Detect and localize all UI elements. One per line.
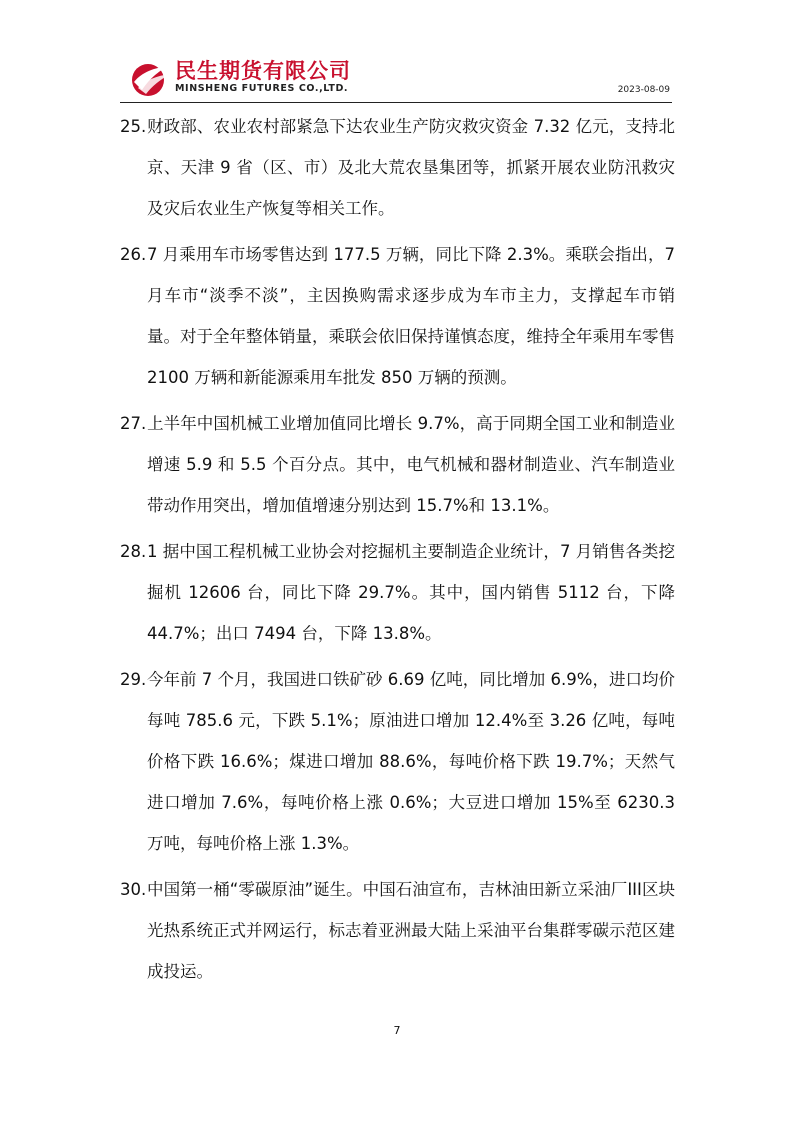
- minsheng-logo-icon: [128, 58, 172, 98]
- item-text: 今年前 7 个月，我国进口铁矿砂 6.69 亿吨，同比增加 6.9%，进口均价每吨 785.6 元，下跌 5.1%；原油进口增加 12.4%至 3.26 亿吨，每吨价格下跌 16.6%；煤进口增加 88.6%，每吨价格下跌 19.7%；天然气进口增加 7.6%，每吨价格上涨 0.6%；大豆进口增加 15%至 6230.3 万吨，每吨价格上涨 1.3%。: [147, 670, 675, 853]
- item-number: 30.: [120, 880, 147, 899]
- company-name-en: MINSHENG FUTURES CO.,LTD.: [175, 83, 349, 94]
- news-item: [120, 659, 675, 864]
- item-number: 28.: [120, 542, 147, 561]
- news-item: [120, 869, 675, 992]
- page-header: [120, 52, 672, 103]
- page-number: 7: [393, 1024, 401, 1037]
- news-item: [120, 531, 675, 654]
- news-list: [120, 106, 675, 997]
- company-name-cn: 民生期货有限公司: [175, 59, 351, 83]
- item-text: 1 据中国工程机械工业协会对挖掘机主要制造企业统计，7 月销售各类挖掘机 12606 台，同比下降 29.7%。其中，国内销售 5112 台，下降 44.7%；出口 7494 台，下降 13.8%。: [147, 542, 675, 643]
- item-number: 25.: [120, 117, 147, 136]
- item-text: 7 月乘用车市场零售达到 177.5 万辆，同比下降 2.3%。乘联会指出，7 月车市“淡季不淡”，主因换购需求逐步成为车市主力，支撑起车市销量。对于全年整体销量，乘联会依旧保持谨慎态度，维持全年乘用车零售 2100 万辆和新能源乘用车批发 850 万辆的预测。: [147, 245, 675, 387]
- item-text: 上半年中国机械工业增加值同比增长 9.7%，高于同期全国工业和制造业增速 5.9 和 5.5 个百分点。其中，电气机械和器材制造业、汽车制造业带动作用突出，增加值增速分别达到 15.7%和 13.1%。: [147, 414, 675, 515]
- item-number: 27.: [120, 414, 147, 433]
- news-item: [120, 403, 675, 526]
- item-text: 财政部、农业农村部紧急下达农业生产防灾救灾资金 7.32 亿元，支持北京、天津 9 省（区、市）及北大荒农垦集团等，抓紧开展农业防汛救灾及灾后农业生产恢复等相关工作。: [147, 117, 675, 218]
- item-text: 中国第一桶“零碳原油”诞生。中国石油宣布，吉林油田新立采油厂III区块光热系统正式并网运行，标志着亚洲最大陆上采油平台集群零碳示范区建成投运。: [147, 880, 675, 981]
- item-number: 29.: [120, 670, 147, 689]
- news-item: [120, 234, 675, 398]
- news-item: [120, 106, 675, 229]
- item-number: 26.: [120, 245, 147, 264]
- report-date: 2023-08-09: [617, 85, 670, 95]
